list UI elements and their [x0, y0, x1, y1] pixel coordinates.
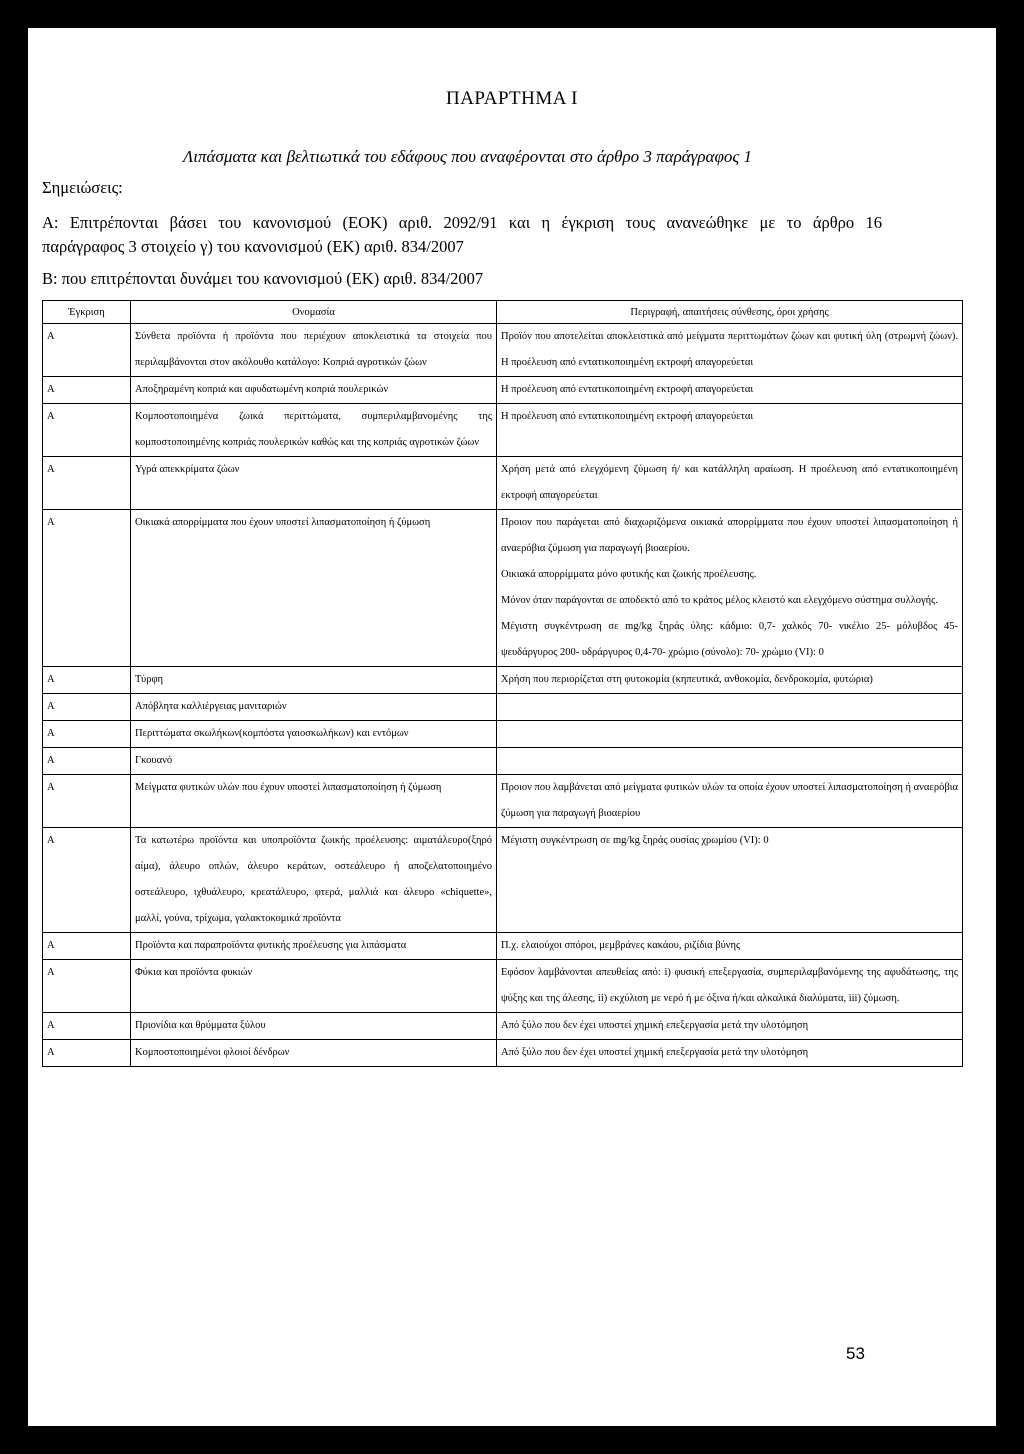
- description-line: Από ξύλο που δεν έχει υποστεί χημική επεξεργασία μετά την υλοτόμηση: [501, 1020, 809, 1031]
- description-cell: [497, 828, 963, 933]
- table-row: [43, 510, 963, 667]
- name-cell: Τύρφη: [131, 667, 497, 694]
- approval-cell: Α: [43, 1040, 131, 1067]
- name-cell: Κομποστοποιημένα ζωικά περιττώματα, συμπεριλαμβανομένης της κομποστοποιημένης κοπριάς πουλερικών καθώς και της κοπριάς αγροτικών ζώων: [131, 404, 497, 457]
- description-line: Από ξύλο που δεν έχει υποστεί χημική επεξεργασία μετά την υλοτόμηση: [501, 1047, 809, 1058]
- approval-cell: Α: [43, 933, 131, 960]
- name-cell: Φύκια και προϊόντα φυκιών: [131, 960, 497, 1013]
- approval-cell: Α: [43, 960, 131, 1013]
- fertilizer-table: [42, 300, 963, 1067]
- description-cell: [497, 457, 963, 510]
- description-cell: [497, 377, 963, 404]
- name-cell: Μείγματα φυτικών υλών που έχουν υποστεί λιπασματοποίηση ή ζύμωση: [131, 775, 497, 828]
- table-row: [43, 775, 963, 828]
- description-line: Μέγιστη συγκέντρωση σε mg/kg ξηράς ουσίας χρωμίου (VI): 0: [501, 835, 769, 846]
- table-header-row: [43, 301, 963, 324]
- description-cell: [497, 775, 963, 828]
- note-a-line1: Α: Επιτρέπονται βάσει του κανονισμού (ΕΟΚ) αριθ. 2092/91 και η έγκριση τους ανανεώθηκε με το άρθρο 16: [42, 213, 882, 232]
- description-line: Μέγιστη συγκέντρωση σε mg/kg ξηράς ύλης: κάδμιο: 0,7- χαλκός 70- νικέλιο 25- μόλυβδος 45- ψευδάργυρος 200- υδράργυρος 0,4-70- χρώμιο (σύνολο): 70- χρώμιο (VI): 0: [501, 621, 958, 658]
- table-row: [43, 694, 963, 721]
- description-line: Οικιακά απορρίμματα μόνο φυτικής και ζωικής προέλευσης.: [501, 569, 757, 580]
- approval-cell: Α: [43, 775, 131, 828]
- name-cell: Απόβλητα καλλιέργειας μανιταριών: [131, 694, 497, 721]
- description-line: Μόνον όταν παράγονται σε αποδεκτό από το κράτος μέλος κλειστό και ελεγχόμενο σύστημα συλλογής.: [501, 595, 938, 606]
- description-line: Εφόσον λαμβάνονται απευθείας από: i) φυσική επεξεργασία, συμπεριλαμβανόμενης της αφυδάτωσης, της ψύξης και της άλεσης, ii) εκχύλιση με νερό ή με όξινα ή/και αλκαλικά διαλύματα, iii) ζύμωση.: [501, 967, 958, 1004]
- description-line: Χρήση που περιορίζεται στη φυτοκομία (κηπευτικά, ανθοκομία, δενδροκομία, φυτώρια): [501, 674, 873, 685]
- description-cell: [497, 324, 963, 377]
- name-cell: Αποξηραμένη κοπριά και αφυδατωμένη κοπριά πουλερικών: [131, 377, 497, 404]
- approval-cell: Α: [43, 828, 131, 933]
- name-cell: Πριονίδια και θρύμματα ξύλου: [131, 1013, 497, 1040]
- table-row: [43, 377, 963, 404]
- name-cell: Περιττώματα σκωλήκων(κομπόστα γαιοσκωλήκων) και εντόμων: [131, 721, 497, 748]
- table-row: [43, 933, 963, 960]
- header-name: Ονομασία: [131, 301, 497, 324]
- approval-cell: Α: [43, 721, 131, 748]
- description-cell: [497, 1013, 963, 1040]
- name-cell: Κομποστοποιημένοι φλοιοί δένδρων: [131, 1040, 497, 1067]
- notes-label: Σημειώσεις:: [42, 178, 123, 197]
- approval-cell: Α: [43, 457, 131, 510]
- name-cell: Τα κατωτέρω προϊόντα και υποπροϊόντα ζωικής προέλευσης: αιματάλευρο(ξηρό αίμα), άλευρο οπλών, άλευρο κεράτων, οστεάλευρο ή αποζελατοποιημένο οστεάλευρο, ιχθυάλευρο, κρεατάλευρο, φτερά, μαλλιά και άλευρο «chiquette», μαλλί, γούνα, τρίχωμα, γαλακτοκομικά προϊόντα: [131, 828, 497, 933]
- table-row: [43, 960, 963, 1013]
- description-cell: [497, 510, 963, 667]
- description-cell: [497, 748, 963, 775]
- approval-cell: Α: [43, 324, 131, 377]
- description-cell: [497, 404, 963, 457]
- annex-title: ΠΑΡΑΡΤΗΜΑ Ι: [445, 88, 579, 109]
- description-line: Η προέλευση από εντατικοποιημένη εκτροφή απαγορεύεται: [501, 411, 754, 422]
- table-row: [43, 748, 963, 775]
- note-a-line2: παράγραφος 3 στοιχείο γ) του κανονισμού (ΕΚ) αριθ. 834/2007: [42, 237, 464, 256]
- name-cell: Υγρά απεκκρίματα ζώων: [131, 457, 497, 510]
- description-line: Προιον που λαμβάνεται από μείγματα φυτικών υλών τα οποία έχουν υποστεί λιπασματοποίηση ή αναερόβια ζύμωση για παραγωγή βιοαερίου: [501, 782, 958, 819]
- table-row: [43, 1040, 963, 1067]
- table-row: [43, 828, 963, 933]
- table-body: [43, 324, 963, 1067]
- name-cell: Σύνθετα προϊόντα ή προϊόντα που περιέχουν αποκλειστικά τα στοιχεία που περιλαμβάνονται στον ακόλουθο κατάλογο: Κοπριά αγροτικών ζώων: [131, 324, 497, 377]
- description-cell: [497, 933, 963, 960]
- description-line: Χρήση μετά από ελεγχόμενη ζύμωση ή/ και κατάλληλη αραίωση. Η προέλευση από εντατικοποιημένη εκτροφή απαγορεύεται: [501, 464, 958, 501]
- table-row: [43, 721, 963, 748]
- table-row: [43, 324, 963, 377]
- name-cell: Οικιακά απορρίμματα που έχουν υποστεί λιπασματοποίηση ή ζύμωση: [131, 510, 497, 667]
- note-b: Β: που επιτρέπονται δυνάμει του κανονισμού (ΕΚ) αριθ. 834/2007: [42, 269, 484, 288]
- approval-cell: Α: [43, 404, 131, 457]
- page-number: 53: [846, 1344, 865, 1363]
- description-cell: [497, 694, 963, 721]
- table-row: [43, 457, 963, 510]
- header-description: Περιγραφή, απαιτήσεις σύνθεσης, όροι χρήσης: [497, 301, 963, 324]
- approval-cell: Α: [43, 748, 131, 775]
- name-cell: Προϊόντα και παραπροϊόντα φυτικής προέλευσης για λιπάσματα: [131, 933, 497, 960]
- approval-cell: Α: [43, 667, 131, 694]
- header-approval: Έγκριση: [43, 301, 131, 324]
- approval-cell: Α: [43, 510, 131, 667]
- description-line: Π.χ. ελαιούχοι σπόροι, μεμβράνες κακάου, ριζίδια βύνης: [501, 940, 741, 951]
- annex-subtitle: Λιπάσματα και βελτιωτικά του εδάφους που αναφέρονται στο άρθρο 3 παράγραφος 1: [183, 147, 753, 166]
- table-row: [43, 667, 963, 694]
- table-row: [43, 404, 963, 457]
- description-line: Προϊόν που αποτελείται αποκλειστικά από μείγματα περιττωμάτων ζώων και φυτική ύλη (στρωμνή ζώων). Η προέλευση από εντατικοποιημένη εκτροφή απαγορεύεται: [501, 331, 958, 368]
- description-line: Προιον που παράγεται από διαχωριζόμενα οικιακά απορρίμματα που έχουν υποστεί λιπασματοποίηση ή αναερόβια ζύμωση για παραγωγή βιοαερίου.: [501, 517, 958, 554]
- document-page: [28, 28, 996, 1426]
- description-line: Η προέλευση από εντατικοποιημένη εκτροφή απαγορεύεται: [501, 384, 754, 395]
- approval-cell: Α: [43, 377, 131, 404]
- description-cell: [497, 721, 963, 748]
- description-cell: [497, 667, 963, 694]
- approval-cell: Α: [43, 1013, 131, 1040]
- description-cell: [497, 1040, 963, 1067]
- approval-cell: Α: [43, 694, 131, 721]
- name-cell: Γκουανό: [131, 748, 497, 775]
- description-cell: [497, 960, 963, 1013]
- table-row: [43, 1013, 963, 1040]
